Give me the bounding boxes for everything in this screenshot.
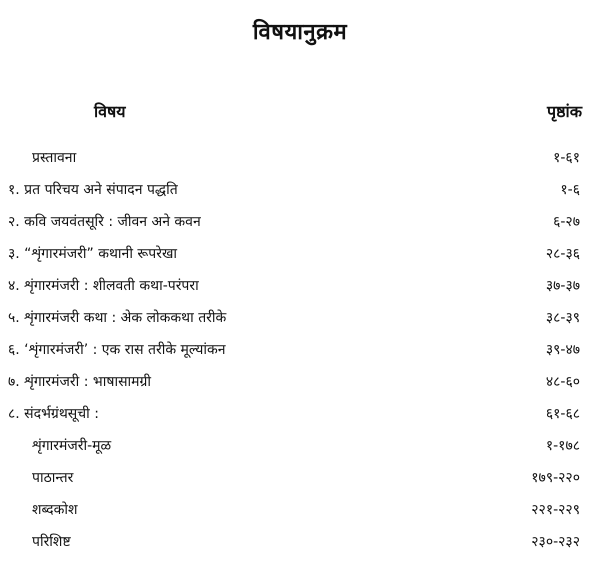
toc-entry <box>0 402 600 426</box>
toc-entry-title: ४. शृंगारमंजरी : शीलवती कथा-परंपरा <box>8 278 199 294</box>
toc-entry <box>0 466 600 490</box>
toc-entry <box>0 210 600 234</box>
page-column-header: पृष्ठांक <box>547 102 582 121</box>
toc-entry-title: परिशिष्ट <box>32 534 71 550</box>
toc-entry-pages: ३९-४७ <box>545 342 580 358</box>
toc-entry-title: १. प्रत परिचय अने संपादन पद्धति <box>8 182 178 198</box>
toc-entry <box>0 498 600 522</box>
toc-entry-pages: १७९-२२० <box>531 470 580 486</box>
page-title: विषयानुक्रम <box>252 20 348 45</box>
toc-entry-title: ६. ‘शृंगारमंजरी’ : एक रास तरीके मूल्यांकन <box>8 342 226 358</box>
toc-entry-title: ३. “शृंगारमंजरी” कथानी रूपरेखा <box>8 246 178 262</box>
toc-entry-title: प्रस्तावना <box>32 150 77 166</box>
toc-entry-pages: २३०-२३२ <box>531 534 580 550</box>
toc-entry-pages: ३८-३९ <box>545 310 580 326</box>
toc-entry-pages: १-१७८ <box>545 438 580 454</box>
toc-entry <box>0 370 600 394</box>
toc-entry <box>0 274 600 298</box>
toc-entry-pages: १-६१ <box>553 150 580 166</box>
toc-entry-title: ७. शृंगारमंजरी : भाषासामग्री <box>8 374 152 390</box>
toc-entry-title: ८. संदर्भग्रंथसूची : <box>8 406 99 422</box>
toc-entry-title: शृंगारमंजरी-मूळ <box>32 438 112 454</box>
toc-entry <box>0 146 600 170</box>
subject-column-header: विषय <box>94 102 126 121</box>
toc-entry-title: शब्दकोश <box>32 502 78 518</box>
toc-entry <box>0 338 600 362</box>
toc-entry-pages: ४८-६० <box>545 374 580 390</box>
toc-entry-title: ५. शृंगारमंजरी कथा : अेक लोककथा तरीके <box>8 310 227 326</box>
toc-entry <box>0 306 600 330</box>
toc-entry-pages: ३७-३७ <box>545 278 580 294</box>
toc-entry-pages: १-६ <box>560 182 580 198</box>
toc-entry <box>0 530 600 554</box>
toc-entry-pages: ६१-६८ <box>545 406 580 422</box>
toc-entry-title: पाठान्तर <box>32 470 74 486</box>
toc-entry <box>0 434 600 458</box>
toc-entry <box>0 242 600 266</box>
toc-entry <box>0 178 600 202</box>
toc-entry-pages: ६-२७ <box>553 214 580 230</box>
toc-entry-pages: २८-३६ <box>545 246 580 262</box>
toc-entry-pages: २२१-२२९ <box>531 502 580 518</box>
toc-entry-title: २. कवि जयवंतसूरि : जीवन अने कवन <box>8 214 201 230</box>
